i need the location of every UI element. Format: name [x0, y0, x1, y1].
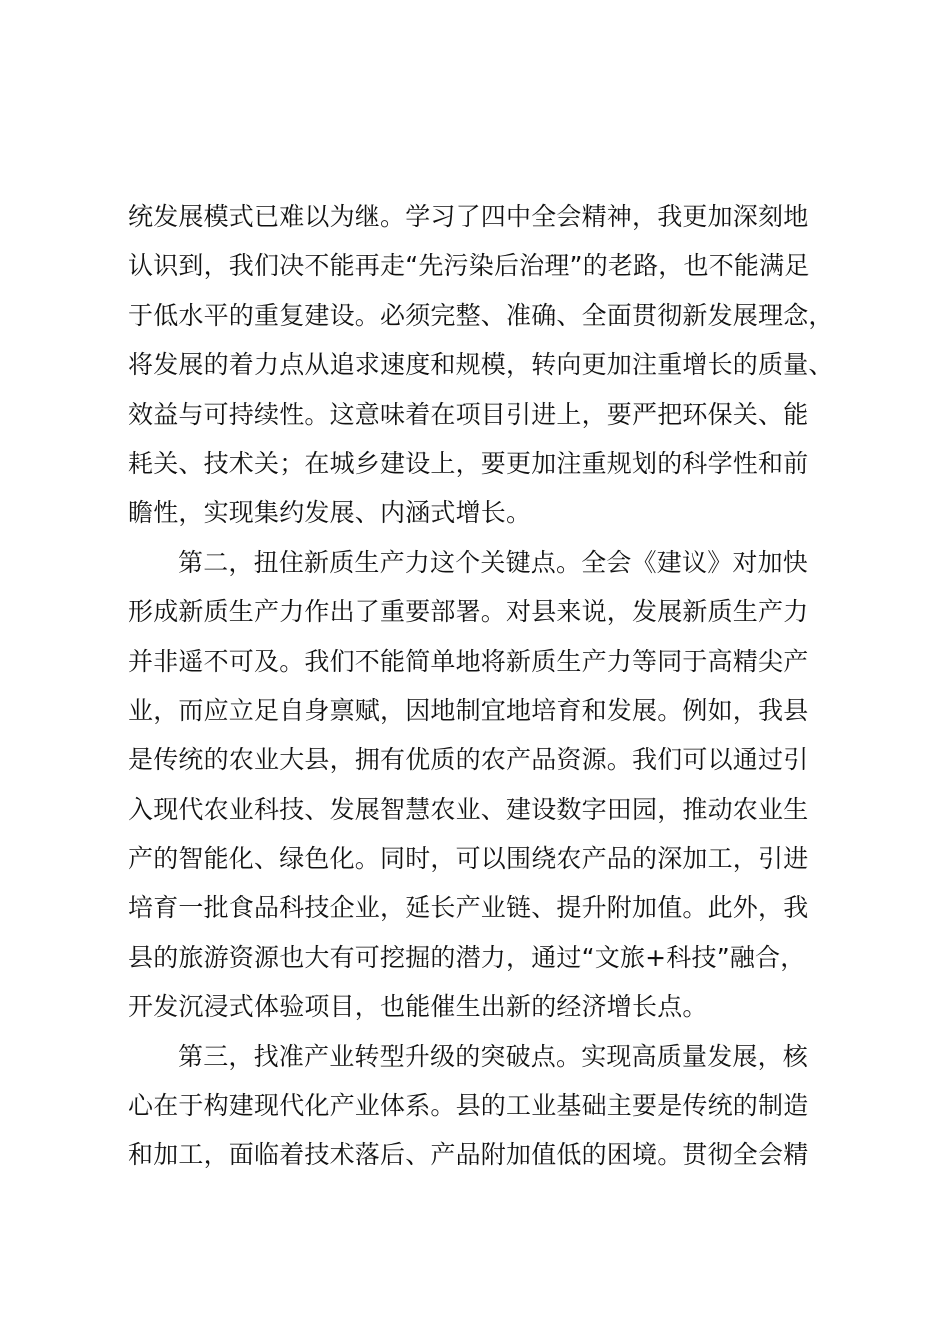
text-line: 和加工，面临着技术落后、产品附加值低的困境。贯彻全会精 [128, 1140, 809, 1170]
text-line: 耗关、技术关；在城乡建设上，要更加注重规划的科学性和前 [128, 448, 809, 478]
text-line: 统发展模式已难以为继。学习了四中全会精神，我更加深刻地 [128, 202, 809, 231]
paragraph-start-line: 第二，扭住新质生产力这个关键点。全会《建议》对加快 [178, 547, 809, 577]
body-text [128, 192, 834, 1180]
paragraph-start-line: 第三，找准产业转型升级的突破点。实现高质量发展，核 [178, 1041, 809, 1071]
text-line: 瞻性，实现集约发展、内涵式增长。 [128, 498, 532, 528]
text-line: 培育一批食品科技企业，延长产业链、提升附加值。此外，我 [128, 893, 809, 923]
text-line: 认识到，我们决不能再走“先污染后治理”的老路，也不能满足 [128, 251, 810, 281]
text-line: 形成新质生产力作出了重要部署。对县来说，发展新质生产力 [128, 597, 809, 627]
text-line: 将发展的着力点从追求速度和规模，转向更加注重增长的质量、 [128, 350, 834, 380]
text-line: 县的旅游资源也大有可挖掘的潜力，通过“文旅+科技”融合， [128, 942, 806, 972]
text-line: 开发沉浸式体验项目，也能催生出新的经济增长点。 [128, 992, 708, 1022]
text-line: 是传统的农业大县，拥有优质的农产品资源。我们可以通过引 [128, 745, 809, 775]
text-line: 并非遥不可及。我们不能简单地将新质生产力等同于高精尖产 [128, 646, 809, 676]
text-line: 业，而应立足自身禀赋，因地制宜地培育和发展。例如，我县 [128, 695, 809, 725]
text-line: 入现代农业科技、发展智慧农业、建设数字田园，推动农业生 [128, 794, 809, 824]
text-line: 心在于构建现代化产业体系。县的工业基础主要是传统的制造 [128, 1091, 809, 1121]
text-line: 产的智能化、绿色化。同时，可以围绕农产品的深加工，引进 [128, 844, 809, 874]
text-line: 于低水平的重复建设。必须完整、准确、全面贯彻新发展理念， [128, 300, 834, 330]
text-line: 效益与可持续性。这意味着在项目引进上，要严把环保关、能 [128, 399, 809, 429]
